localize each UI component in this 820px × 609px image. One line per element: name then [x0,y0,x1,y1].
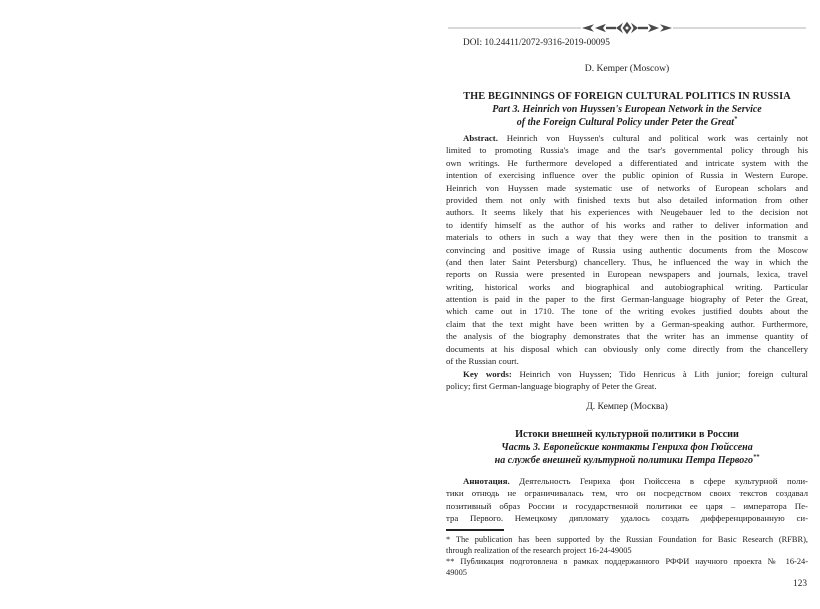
paper-subtitle-russian-line1: Часть 3. Европейские контакты Генриха фон Гюйссена [501,442,753,453]
text-line: convincing and positive image of Russia using authentic documents from the Moscow [446,244,808,255]
text-line: reports on Russia were presented in European newspapers and journals, lexica, travel [446,269,808,280]
text-line: Abstract. Heinrich von Huyssen's cultural and political work was certainly not [463,133,808,143]
text-line: Heinrich von Huyssen made systematic use of networks of European scholars and [446,182,808,193]
text-line: authors. It seems likely that his experiences with Neugebauer led to the decision not [446,207,808,218]
ornament-divider [446,21,808,35]
text-line: ** Публикация подготовлена в рамках поддержанного РФФИ научного проекта № 16-24- [446,557,808,566]
text-line: Key words: Heinrich von Huyssen; Tido Henricus à Lith junior; foreign cultural [463,369,808,379]
footnote-english [446,534,808,557]
paper-subtitle-russian-line2 [446,454,808,467]
text-line: the analysis of the biography demonstrates that the writer has an immense quantity of [446,331,808,342]
text-line: позитивный образ России и государственной политики ее царя – императора Пе- [446,500,808,511]
footnote-separator [446,529,504,531]
text-line: тра Первого. Немецкому дипломату удалось создать дифференцированную си- [446,513,808,524]
text-line: policy; first German-language biography of Peter the Great. [446,381,657,392]
text-line: attention is paid in the paper to the first German-language biography of Peter the Great, [446,294,808,305]
text-line: through realization of the research project 16-24-49005 [446,545,632,555]
text-line: intention of exercising influence over the public opinion of Russia in Western Europe. [446,170,808,181]
text-line: тики отнюдь не ограничивалась тем, что он посредством своих текстов создавал [446,488,808,499]
text-line: provided them not only with finished texts but also detailed information from other [446,194,808,205]
footnote-mark: * [734,115,738,123]
text-line: to identify himself as the author of his works and rather to deliver information and [446,219,808,230]
text-line: of the Russian court. [446,356,519,367]
title-block-russian [446,428,808,467]
footnote-russian [446,556,808,579]
title-block-english [446,90,808,129]
text-line: 49005 [446,568,467,578]
paper-subtitle-english-line1: Part 3. Heinrich von Huyssen's European Network in the Service [492,104,762,115]
text-line: which came out in 1710. The tone of the writing evokes justified doubts about the [446,306,808,317]
text-line: * The publication has been supported by the Russian Foundation for Basic Research (RFBR), [446,534,808,544]
text-line: writing, historical works and biographical and autobiographical writing. Particular [446,281,808,292]
paper-subtitle-english-line2 [446,116,808,129]
page-number: 123 [793,579,807,589]
annotation-paragraph [446,475,808,525]
paper-title-russian: Истоки внешней культурной политики в России [515,429,739,440]
keywords-paragraph [446,368,808,393]
paper-title-english: THE BEGINNINGS OF FOREIGN CULTURAL POLITICS IN RUSSIA [463,91,791,102]
abstract-paragraph [446,132,808,367]
subtitle-text: of the Foreign Cultural Policy under Peter the Great [516,117,735,128]
subtitle-text: на службе внешней культурной политики Петра Первого [494,455,753,466]
footnote-mark: ** [752,453,760,461]
text-line: documents at his disposal which can obviously only come directly from the chancellery [446,343,808,354]
doi-line: DOI: 10.24411/2072-9316-2019-00095 [463,38,610,48]
text-line: (and then later Saint Petersburg) chancellery. Thus, he influenced the way in which the [446,256,808,267]
text-line: own writings. He furthermore developed a differentiated and intricate system with the [446,157,808,168]
text-line: Аннотация. Деятельность Генриха фон Гюйссена в сфере культурной поли- [463,476,808,486]
author-russian: Д. Кемпер (Москва) [586,401,668,412]
floral-divider-icon [446,21,808,35]
author-english: D. Kemper (Moscow) [584,63,670,74]
text-line: claim that the text might have been written by a German-speaking author. Furthermore, [446,318,808,329]
text-line: limited to promoting Russia's image and the tsar's governmental policy through his [446,145,808,156]
text-line: materials to others in such a way that they were then in the position to transmit a [446,232,808,243]
